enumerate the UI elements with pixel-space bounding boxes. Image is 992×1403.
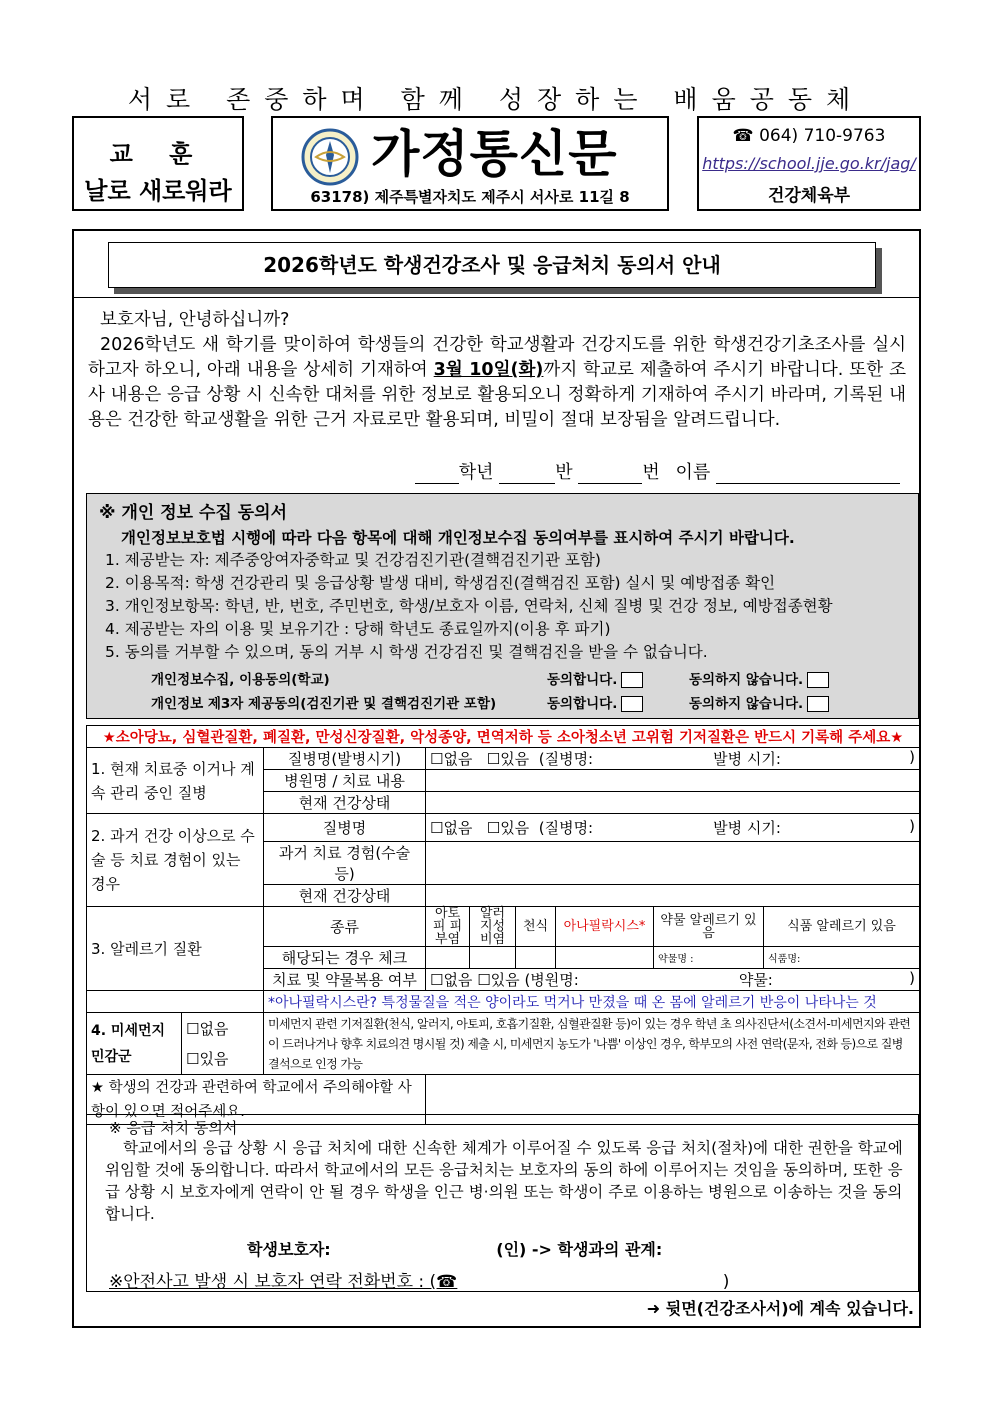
divider	[72, 297, 921, 298]
section3-label: 3. 알레르기 질환	[87, 907, 264, 991]
anaphylaxis-check-cell[interactable]	[556, 947, 654, 969]
consent-row-thirdparty-label: 개인정보 제3자 제공동의(검진기관 및 결핵검진기관 포함)	[151, 696, 497, 712]
newsletter-title: 가정통신문	[371, 125, 618, 183]
submission-deadline: 3월 10일(화)	[433, 360, 544, 380]
rhinitis-check-cell[interactable]	[470, 947, 516, 969]
intro-paragraph: 2026학년도 새 학기를 맞이하여 학생들의 건강한 학교생활과 건강지도를 위한 학생건강기초조사를 실시하고자 하오니, 아래 내용을 상세히 기재하여 3월 10일(화)까지 학교로 제출하여 주시기 바랍니다. 또한 조사 내용은 응급 상황 시 신속한 대처를 위한 정보로 활용되오니 정확하게 기재하여 주시기 바라며, 기록된 내용은 건강한 학교생활을 위한 근거 자료로만 활용되며, 비밀이 절대 보장됨을 알려드립니다.	[88, 335, 906, 430]
school-phone: ☎ 064) 710-9763	[732, 126, 886, 146]
contact-box	[697, 116, 921, 211]
emergency-consent-section	[86, 1114, 919, 1292]
consent-item: 3. 개인정보항목: 학년, 반, 번호, 주민번호, 학생/보호자 이름, 연락처, 신체 질병 및 건강 정보, 예방접종현황	[105, 597, 833, 615]
school-emblem-icon	[301, 128, 359, 186]
consent-item: 4. 제공받는 자의 이용 및 보유기간 : 당해 학년도 종료일까지(이용 후 파기)	[105, 620, 611, 638]
s3-kind-label: 종류	[264, 907, 426, 947]
greeting: 보호자님, 안녕하십니까?	[100, 310, 290, 330]
school-address: 63178) 제주특별자치도 제주시 서사로 11길 8	[310, 188, 630, 206]
s2-status-label: 현재 건강상태	[264, 885, 426, 907]
s3-treatment-field[interactable]: ☐없음 ☐있음 (병원명: 약물: )	[426, 969, 920, 991]
allergy-col-atopy: 아토피 피부염	[426, 907, 470, 947]
guardian-signature-line: 학생보호자: (인) -> 학생과의 관계:	[247, 1240, 663, 1259]
consent-row-school-agree: 동의합니다.	[547, 668, 643, 688]
allergy-col-rhinitis: 알러지성 비염	[470, 907, 516, 947]
atopy-check-cell[interactable]	[426, 947, 470, 969]
school-url-link[interactable]: https://school.jje.go.kr/jag/	[702, 154, 916, 173]
disagree-checkbox[interactable]	[807, 696, 829, 712]
s2-treatment-label: 과거 치료 경험(수술 등)	[264, 842, 426, 885]
fine-dust-note: 미세먼지 관련 기저질환(천식, 알러지, 아토피, 호흡기질환, 심혈관질환 등)이 있는 경우 학년 초 의사진단서(소견서-미세먼지와 관련이 드러나거나 향후 치료의견 명시될 것) 제출 시, 미세먼지 농도가 '나쁨' 이상인 경우, 학부모의 사전 연락(문자, 전화 등)으로 질병 결석으로 인정 가능	[264, 1013, 920, 1075]
allergy-col-food: 식품 알레르기 있음	[764, 907, 920, 947]
s4-options[interactable]: ☐없음 ☐있음	[182, 1013, 264, 1075]
s1-status-field[interactable]	[426, 792, 920, 814]
newsletter-title-box	[271, 116, 669, 211]
s2-disease-field[interactable]: ☐없음 ☐있음 (질병명: 발병 시기: )	[426, 814, 920, 842]
section4-label: 4. 미세먼지 민감군	[87, 1013, 182, 1075]
number-blank[interactable]	[578, 465, 642, 484]
health-survey-table	[86, 725, 920, 1125]
high-risk-warning: ★소아당뇨, 심혈관질환, 폐질환, 만성신장질환, 악성종양, 면역저하 등 소아청소년 고위험 기저질환은 반드시 기록해 주세요★	[87, 726, 920, 748]
consent-row-school-disagree: 동의하지 않습니다.	[689, 668, 829, 688]
consent-item: 5. 동의를 거부할 수 있으며, 동의 거부 시 학생 건강검진 및 결핵검진을 받을 수 없습니다.	[105, 643, 708, 661]
grade-blank[interactable]	[415, 465, 459, 484]
consent-row-thirdparty-disagree: 동의하지 않습니다.	[689, 692, 829, 712]
consent-heading: ※ 개인 정보 수집 동의서	[99, 503, 287, 523]
consent-lead: 개인정보보호법 시행에 따라 다음 항목에 대해 개인정보수집 동의여부를 표시하여 주시기 바랍니다.	[121, 529, 795, 547]
document-heading: 2026학년도 학생건강조사 및 응급처치 동의서 안내	[108, 242, 876, 288]
allergy-col-asthma: 천식	[516, 907, 556, 947]
student-info-line: 학년 반 번 이름	[88, 458, 900, 484]
consent-row-thirdparty-agree: 동의합니다.	[547, 692, 643, 712]
emergency-heading: ※ 응급 처치 동의서	[109, 1119, 238, 1137]
agree-checkbox[interactable]	[621, 696, 643, 712]
food-name-cell[interactable]: 식품명:	[764, 947, 920, 969]
school-motto-label: 교 훈	[109, 140, 207, 168]
s2-treatment-field[interactable]	[426, 842, 920, 885]
drug-name-cell[interactable]: 약물명 :	[654, 947, 764, 969]
s1-status-label: 현재 건강상태	[264, 792, 426, 814]
privacy-consent-section	[86, 493, 919, 719]
s3-treatment-label: 치료 및 약물복용 여부	[264, 969, 426, 991]
class-blank[interactable]	[499, 465, 555, 484]
anaphylaxis-note: *아나필락시스란? 특정물질을 적은 양이라도 먹거나 만졌을 때 온 몸에 알레르기 반응이 나타나는 것	[264, 991, 920, 1013]
department-name: 건강체육부	[767, 186, 851, 206]
allergy-col-anaphylaxis: 아나필락시스*	[556, 907, 654, 947]
guardian-phone-line: ※안전사고 발생 시 보호자 연락 전화번호 : (☎ )	[109, 1272, 730, 1292]
agree-checkbox[interactable]	[621, 672, 643, 688]
section1-label: 1. 현재 치료중 이거나 계속 관리 중인 질병	[87, 748, 264, 814]
school-vision-motto: 서로 존중하며 함께 성장하는 배움공동체	[127, 85, 865, 114]
section2-label: 2. 과거 건강 이상으로 수술 등 치료 경험이 있는 경우	[87, 814, 264, 907]
s1-hospital-field[interactable]	[426, 770, 920, 792]
consent-item: 1. 제공받는 자: 제주중앙여자중학교 및 건강검진기관(결핵검진기관 포함)	[105, 551, 601, 569]
section5-label: ★ 학생의 건강과 관련하여 학교에서 주의해야할 사항이 있으면 적어주세요.	[87, 1075, 426, 1125]
name-blank[interactable]	[716, 465, 900, 484]
s2-disease-label: 질병명	[264, 814, 426, 842]
intro-text	[88, 308, 906, 433]
s1-hospital-label: 병원명 / 치료 내용	[264, 770, 426, 792]
school-motto-text: 날로 새로워라	[84, 177, 232, 205]
allergy-col-drug: 약물 알레르기 있음	[654, 907, 764, 947]
consent-item: 2. 이용목적: 학생 건강관리 및 응급상황 발생 대비, 학생검진(결핵검진 포함) 실시 및 예방접종 확인	[105, 574, 776, 592]
s1-disease-field[interactable]: ☐없음 ☐있음 (질병명: 발병 시기: )	[426, 748, 920, 770]
s1-disease-label: 질병명(발병시기)	[264, 748, 426, 770]
school-motto-box	[72, 116, 244, 211]
continue-on-back-note: ➜ 뒷면(건강조사서)에 계속 있습니다.	[646, 1299, 914, 1318]
consent-row-school-label: 개인정보수집, 이용동의(학교)	[151, 672, 330, 688]
emergency-body: 학교에서의 응급 상황 시 응급 처치에 대한 신속한 체계가 이루어질 수 있도록 응급 처치(절차)에 대한 권한을 학교에 위임할 것에 동의합니다. 따라서 학교에서의 모든 응급처치는 보호자의 동의 하에 이루어지는 것임을 동의하며, 또한 응급 상황 시 보호자에게 연락이 안 될 경우 학생을 인근 병·의원 또는 학생이 주로 이용하는 병원으로 이송하는 것을 동의합니다.	[105, 1139, 903, 1223]
s2-status-field[interactable]	[426, 885, 920, 907]
disagree-checkbox[interactable]	[807, 672, 829, 688]
asthma-check-cell[interactable]	[516, 947, 556, 969]
s3-check-label: 해당되는 경우 체크	[264, 947, 426, 969]
